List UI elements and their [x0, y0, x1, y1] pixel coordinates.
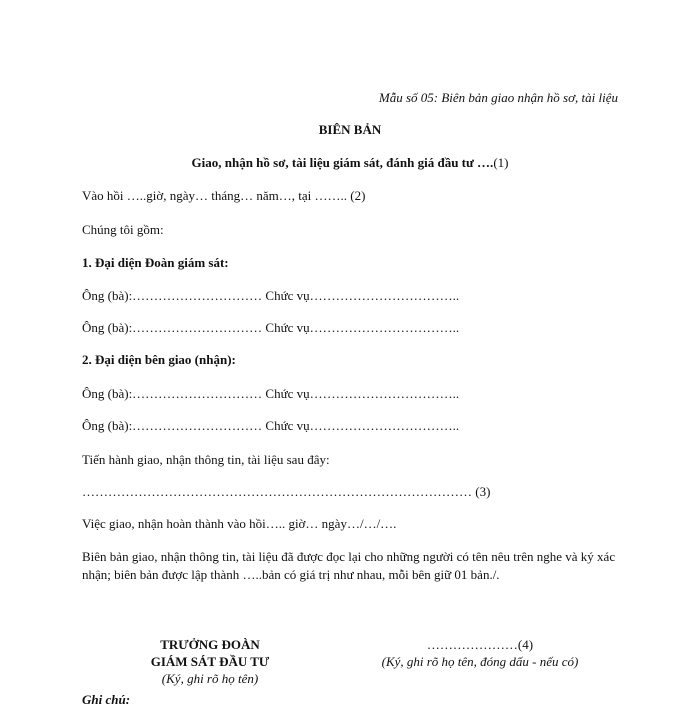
- section2-row-1: Ông (bà):………………………… Chức vụ……………………………..: [82, 386, 460, 401]
- subtitle-main: Giao, nhận hồ sơ, tài liệu giám sát, đánh giá đầu tư ….: [191, 155, 494, 170]
- document-subtitle: [0, 155, 700, 171]
- sign-left-title-1: TRƯỞNG ĐOÀN: [160, 637, 260, 652]
- signature-left: [120, 636, 300, 687]
- form-number: Mẫu số 05: Biên bản giao nhận hồ sơ, tài liệu: [378, 90, 618, 105]
- section1-heading: 1. Đại diện Đoàn giám sát:: [82, 255, 229, 270]
- section2-row-2: Ông (bà):………………………… Chức vụ……………………………..: [82, 418, 460, 433]
- sign-right-title: …………………(4): [426, 637, 534, 652]
- sign-left-title-2: GIÁM SÁT ĐẦU TƯ: [150, 654, 270, 669]
- completion-line: Việc giao, nhận hoàn thành vào hồi….. giờ… ngày…/…/….: [82, 516, 397, 531]
- sign-right-note: (Ký, ghi rõ họ tên, đóng dấu - nếu có): [381, 654, 579, 669]
- sign-left-note: (Ký, ghi rõ họ tên): [161, 671, 259, 686]
- signature-right: [350, 636, 610, 670]
- time-location-line: Vào hồi …..giờ, ngày… tháng… năm…, tại …….. (2): [82, 188, 366, 203]
- section2-heading: 2. Đại diện bên giao (nhận):: [82, 352, 236, 367]
- closing-paragraph: Biên bản giao, nhận thông tin, tài liệu đã được đọc lại cho những người có tên nêu trên nghe và ký xác nhận; biên bản được lập thành …..bản có giá trị như nhau, mỗi bên giữ 01 bản./.: [82, 549, 616, 582]
- section1-row-1: Ông (bà):………………………… Chức vụ……………………………..: [82, 288, 460, 303]
- document-title: BIÊN BẢN: [318, 122, 382, 137]
- handover-dots-line: ……………………………………………………………………………… (3): [82, 484, 491, 499]
- section1-row-2: Ông (bà):………………………… Chức vụ……………………………..: [82, 320, 460, 335]
- we-include-label: Chúng tôi gồm:: [82, 222, 164, 237]
- footnote-label: Ghi chú:: [82, 692, 131, 707]
- handover-intro: Tiến hành giao, nhận thông tin, tài liệu sau đây:: [82, 452, 330, 467]
- subtitle-ref: (1): [493, 155, 509, 170]
